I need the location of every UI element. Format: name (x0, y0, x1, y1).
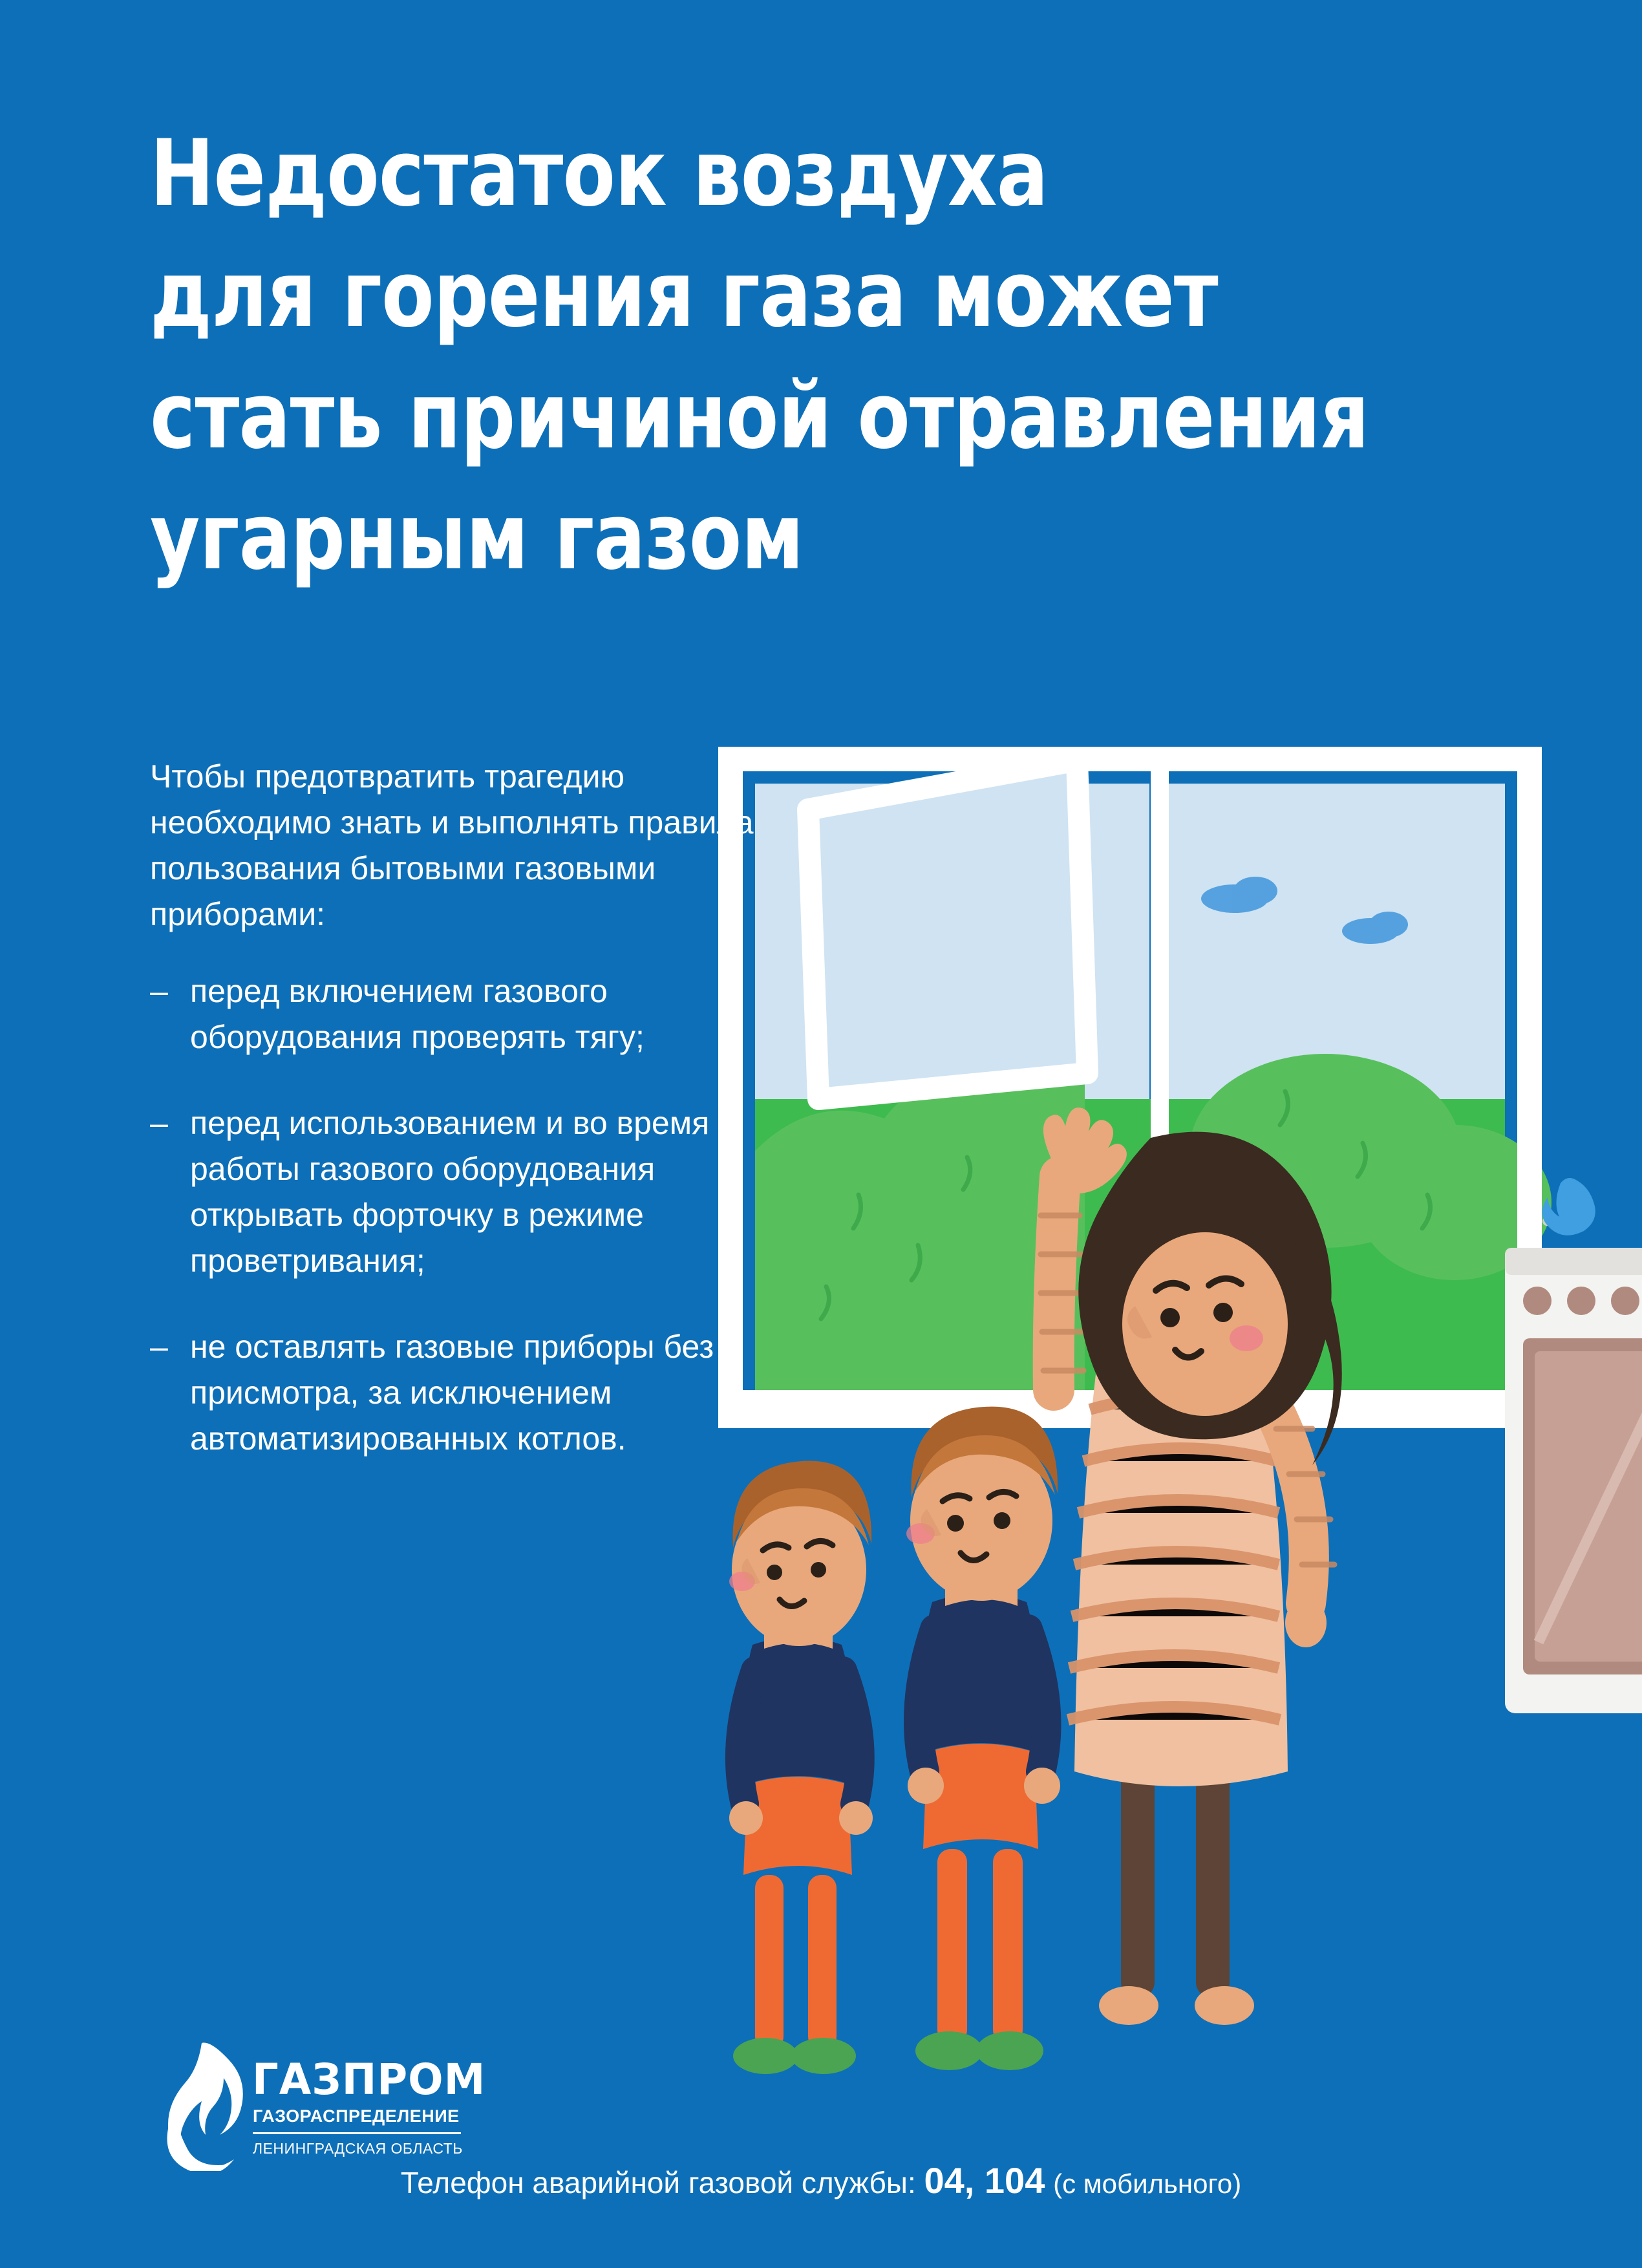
girl-character (1041, 1107, 1342, 2025)
logo-subtitle-1: ГАЗОРАСПРЕДЕЛЕНИЕ (253, 2106, 460, 2126)
phone-number: 04, 104 (924, 2160, 1045, 2201)
gazprom-flame-icon (162, 2042, 246, 2171)
gas-stove-illustration (1505, 1178, 1642, 1713)
phone-note: (с мобильного) (1053, 2168, 1242, 2199)
emergency-phone-footer (0, 2159, 1642, 2201)
bullet-dash: – (150, 1105, 168, 1141)
list-item-text: не оставлять газовые приборы без присмотра, за исключением автоматизированных котлов. (190, 1329, 714, 1457)
logo-divider (253, 2132, 461, 2134)
list-item-text: перед включением газового оборудования проверять тягу; (190, 973, 645, 1055)
list-item-text: перед использованием и во время работы газового оборудования открывать форточку в режиме проветривания; (190, 1105, 710, 1279)
bullet-dash: – (150, 973, 168, 1009)
boy-character-left (906, 1407, 1060, 2070)
headline-line-3: стать причиной отравления (150, 362, 1369, 469)
illustration-girl-opening-window (549, 737, 1642, 2121)
burner-flame-icon (1542, 1178, 1595, 1236)
boy-character-right (729, 1461, 873, 2074)
bullet-dash: – (150, 1329, 168, 1365)
headline-line-4: угарным газом (150, 484, 804, 591)
headline-line-2: для горения газа может (150, 241, 1218, 348)
headline-line-1: Недостаток воздуха (150, 120, 1048, 227)
open-window-vent (808, 760, 1087, 1099)
intro-paragraph: Чтобы предотвратить трагедию необходимо знать и выполнять правила пользования бытовыми газовыми приборами: (150, 758, 754, 932)
phone-label: Телефон аварийной газовой службы: (400, 2166, 916, 2199)
logo-subtitle-2: ЛЕНИНГРАДСКАЯ ОБЛАСТЬ (253, 2140, 463, 2157)
logo-brand-text: ГАЗПРОМ (252, 2055, 486, 2104)
page-title (150, 113, 1425, 598)
